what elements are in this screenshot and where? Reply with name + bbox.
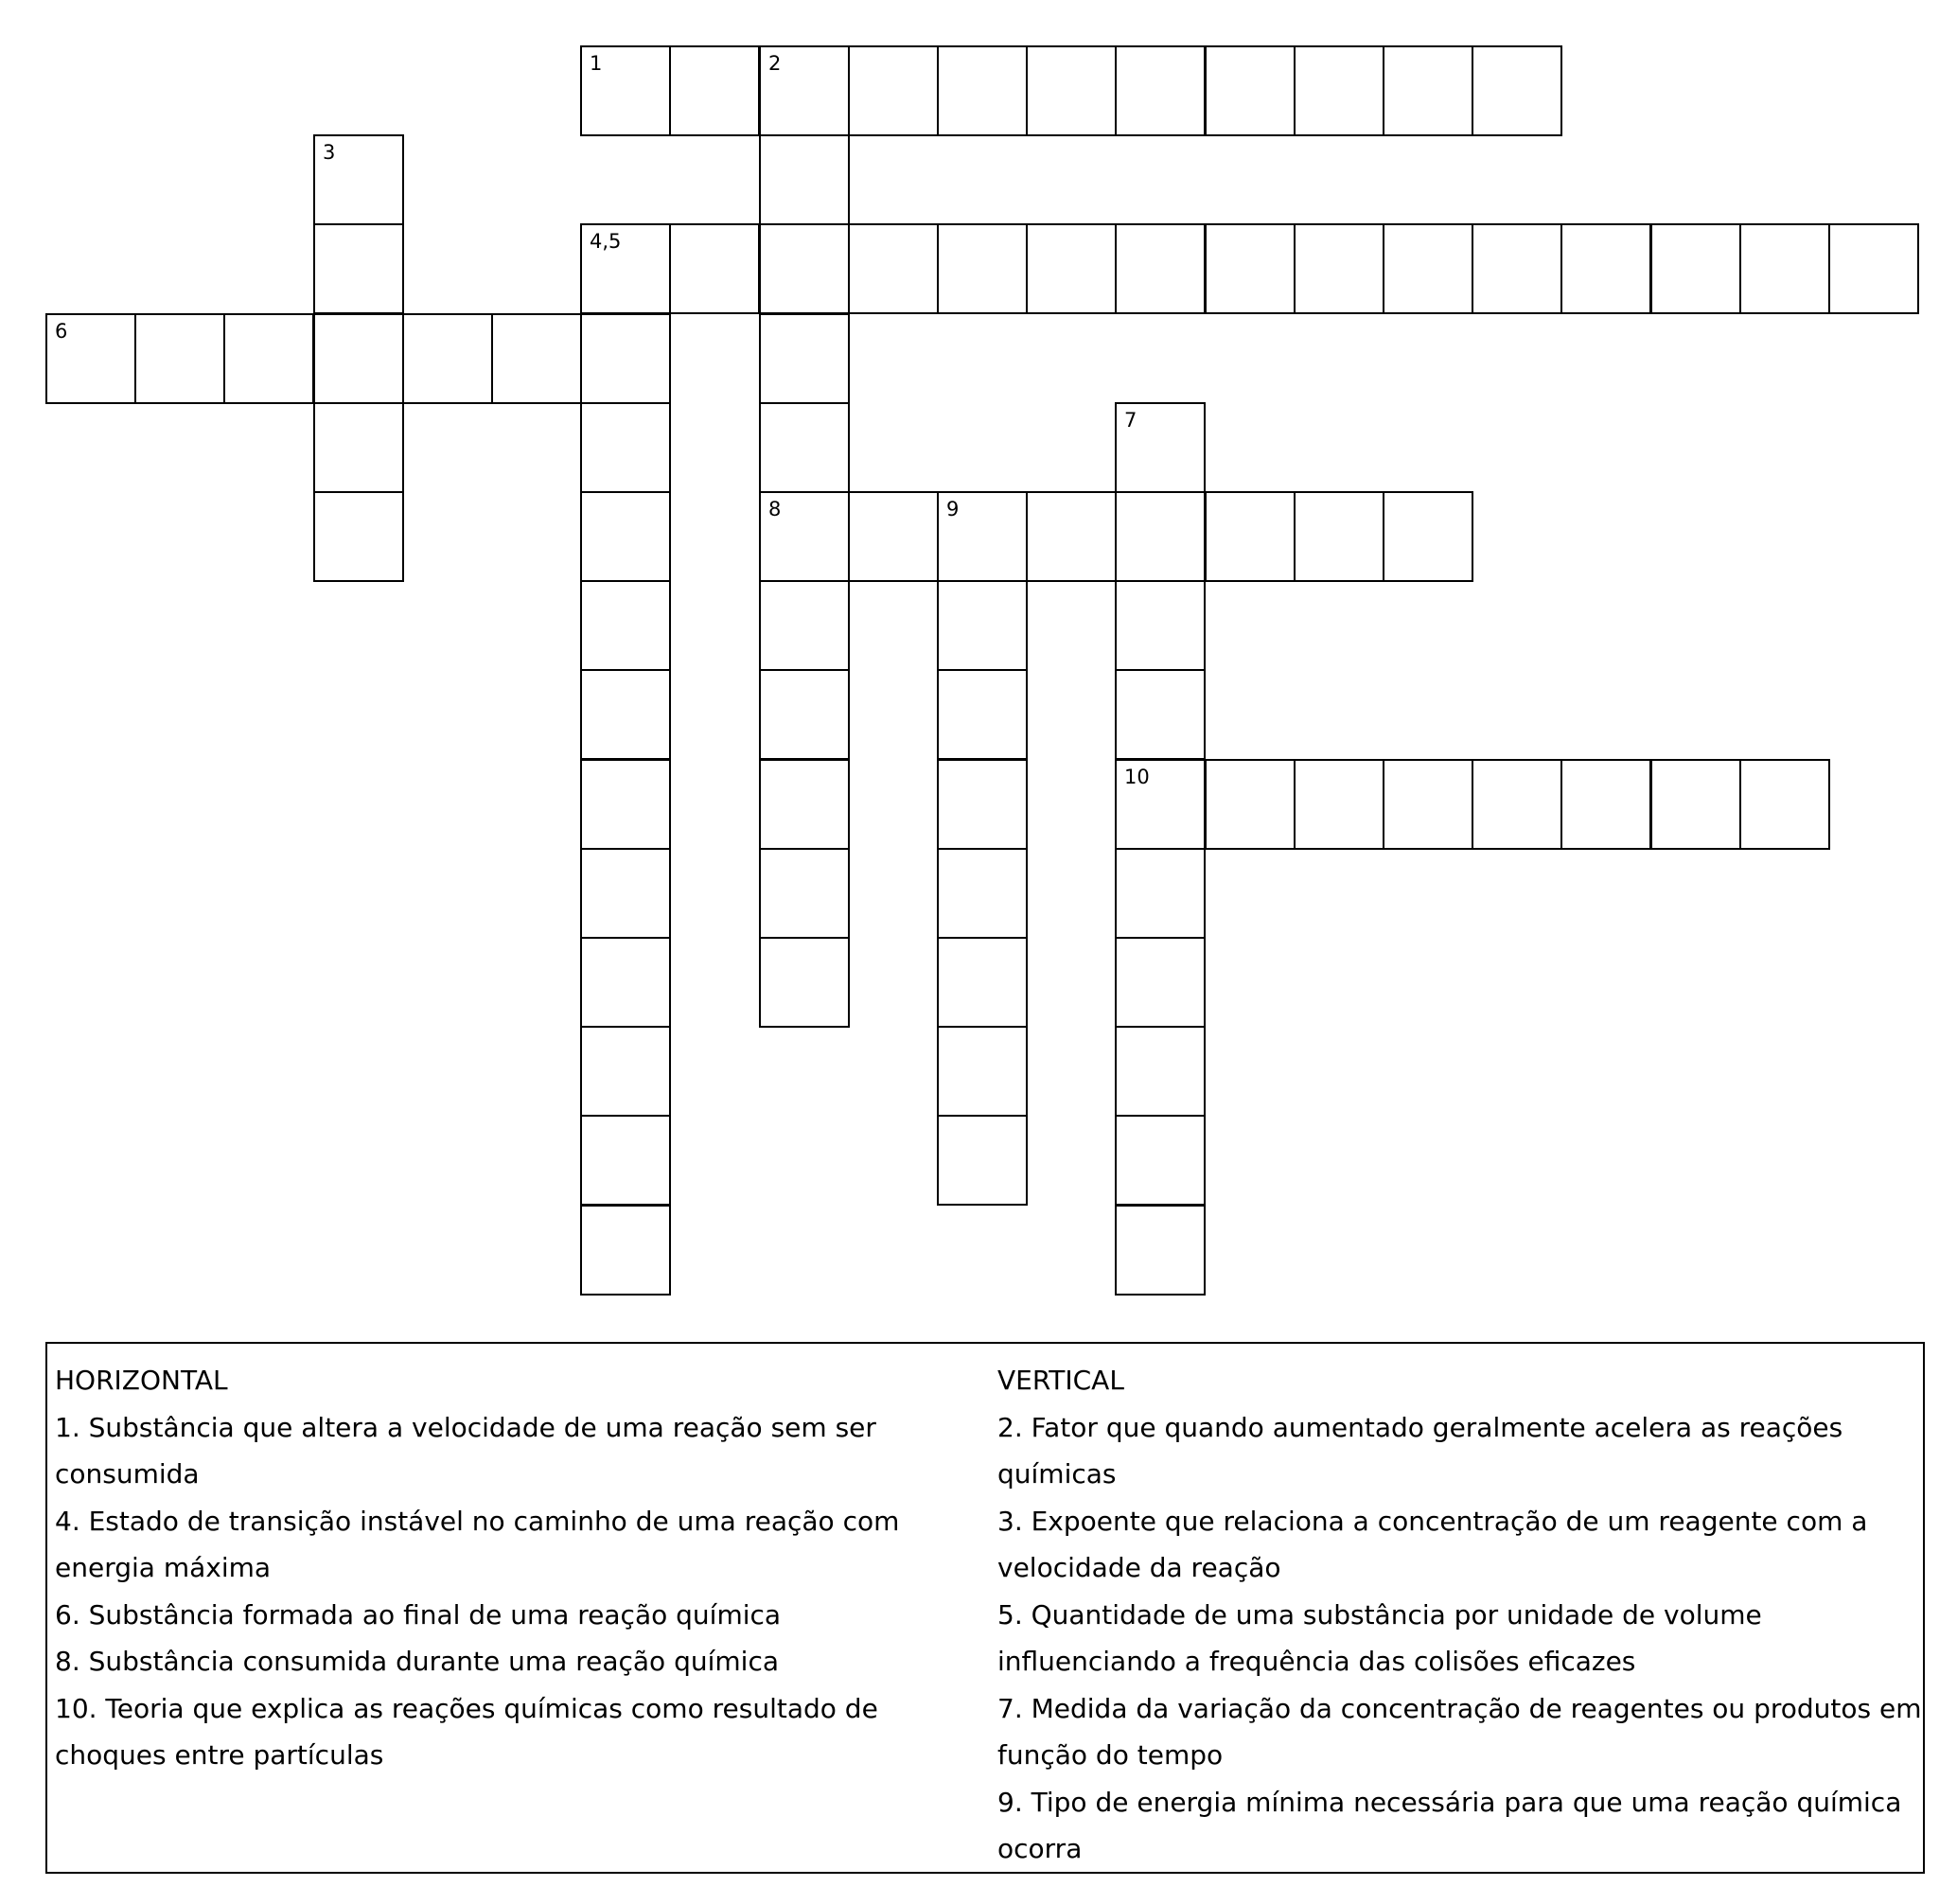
grid-cell[interactable] [937,491,1028,582]
clue-num-9: 9 [946,498,960,520]
clue-num-1: 1 [590,52,603,75]
grid-cell[interactable] [759,491,850,582]
clue-num-4-5: 4,5 [590,230,622,253]
grid-cell[interactable] [1115,45,1206,136]
clue-num-7: 7 [1124,409,1137,432]
grid-cell[interactable] [1205,223,1296,314]
grid-cell[interactable] [313,402,404,493]
clue-down-5: 5. Quantidade de uma substância por unidade de volume influenciando a frequência das colisões eficazes [997,1598,1762,1677]
horizontal-header: HORIZONTAL [55,1365,228,1396]
clue-across-8: 8. Substância consumida durante uma reação química [55,1646,779,1677]
grid-cell[interactable] [937,848,1028,939]
grid-cell[interactable] [313,313,404,404]
grid-cell[interactable] [1560,223,1651,314]
grid-cell[interactable] [1739,223,1830,314]
grid-cell[interactable] [759,580,850,671]
clue-down-3: 3. Expoente que relaciona a concentração de um reagente com a velocidade da reação [997,1505,1868,1583]
clue-num-3: 3 [323,141,336,164]
grid-cell[interactable] [1472,223,1562,314]
grid-cell[interactable] [1294,759,1384,850]
grid-cell[interactable] [1650,223,1741,314]
clues-box [45,1342,1925,1874]
grid-cell[interactable] [937,759,1028,850]
grid-cell[interactable] [1026,491,1117,582]
grid-cell[interactable] [1115,848,1206,939]
grid-cell[interactable] [759,134,850,225]
grid-cell[interactable] [1115,1205,1206,1296]
grid-cell[interactable] [937,1026,1028,1117]
grid-cell[interactable] [1115,669,1206,760]
grid-cell[interactable] [759,937,850,1028]
grid-cell[interactable] [937,45,1028,136]
clue-across-1: 1. Substância que altera a velocidade de uma reação sem ser consumida [55,1411,876,1490]
grid-cell[interactable] [580,1115,671,1206]
grid-cell[interactable] [580,669,671,760]
clue-across-6: 6. Substância formada ao final de uma reação química [55,1598,782,1631]
grid-cell[interactable] [937,937,1028,1028]
vertical-header: VERTICAL [997,1365,1124,1396]
grid-cell[interactable] [1739,759,1830,850]
grid-cell[interactable] [1294,491,1384,582]
grid-cell[interactable] [1383,759,1473,850]
grid-cell[interactable] [848,223,939,314]
grid-cell[interactable] [1115,580,1206,671]
grid-cell[interactable] [580,848,671,939]
grid-cell[interactable] [45,313,136,404]
grid-cell[interactable] [1115,759,1206,850]
clue-num-2: 2 [768,52,782,75]
grid-cell[interactable] [937,1115,1028,1206]
grid-cell[interactable] [580,45,671,136]
grid-cell[interactable] [1205,45,1296,136]
horizontal-clues [55,1357,982,1779]
grid-cell[interactable] [1115,937,1206,1028]
grid-cell[interactable] [937,580,1028,671]
grid-cell[interactable] [580,223,671,314]
grid-cell[interactable] [1115,223,1206,314]
grid-cell[interactable] [1026,223,1117,314]
clue-across-10: 10. Teoria que explica as reações químicas como resultado de choques entre partículas [55,1692,878,1771]
grid-cell[interactable] [313,223,404,314]
grid-cell[interactable] [580,1205,671,1296]
grid-cell[interactable] [580,580,671,671]
grid-cell[interactable] [580,1026,671,1117]
grid-cell[interactable] [580,402,671,493]
grid-cell[interactable] [1115,491,1206,582]
grid-cell[interactable] [937,223,1028,314]
grid-cell[interactable] [1115,402,1206,493]
grid-cell[interactable] [1115,1115,1206,1206]
clue-num-6: 6 [55,320,68,343]
clue-num-10: 10 [1124,766,1150,788]
grid-cell[interactable] [759,402,850,493]
grid-cell[interactable] [1828,223,1919,314]
grid-cell[interactable] [669,223,760,314]
grid-cell[interactable] [1115,1026,1206,1117]
clue-down-7: 7. Medida da variação da concentração de reagentes ou produtos em função do tempo [997,1692,1922,1771]
grid-cell[interactable] [1205,759,1296,850]
grid-cell[interactable] [759,759,850,850]
grid-cell[interactable] [759,669,850,760]
grid-cell[interactable] [313,134,404,225]
grid-cell[interactable] [580,313,671,404]
clue-down-9: 9. Tipo de energia mínima necessária para que uma reação química ocorra [997,1786,1902,1864]
grid-cell[interactable] [402,313,493,404]
grid-cell[interactable] [1294,223,1384,314]
grid-cell[interactable] [1383,45,1473,136]
grid-cell[interactable] [759,45,850,136]
clue-across-4: 4. Estado de transição instável no caminho de uma reação com energia máxima [55,1505,900,1583]
grid-cell[interactable] [313,491,404,582]
grid-cell[interactable] [580,937,671,1028]
grid-cell[interactable] [1472,759,1562,850]
grid-cell[interactable] [759,848,850,939]
grid-cell[interactable] [491,313,582,404]
grid-cell[interactable] [223,313,314,404]
grid-cell[interactable] [759,223,850,314]
grid-cell[interactable] [580,759,671,850]
clue-num-8: 8 [768,498,782,520]
clue-down-2: 2. Fator que quando aumentado geralmente acelera as reações químicas [997,1411,1843,1490]
grid-cell[interactable] [1472,45,1562,136]
grid-cell[interactable] [1650,759,1741,850]
grid-cell[interactable] [580,491,671,582]
grid-cell[interactable] [1383,223,1473,314]
grid-cell[interactable] [669,45,760,136]
grid-cell[interactable] [848,45,939,136]
grid-cell[interactable] [937,669,1028,760]
grid-cell[interactable] [1560,759,1651,850]
grid-cell[interactable] [848,491,939,582]
grid-cell[interactable] [1026,45,1117,136]
vertical-clues [997,1357,1925,1873]
grid-cell[interactable] [1205,491,1296,582]
grid-cell[interactable] [759,313,850,404]
grid-cell[interactable] [1383,491,1473,582]
grid-cell[interactable] [134,313,225,404]
grid-cell[interactable] [1294,45,1384,136]
